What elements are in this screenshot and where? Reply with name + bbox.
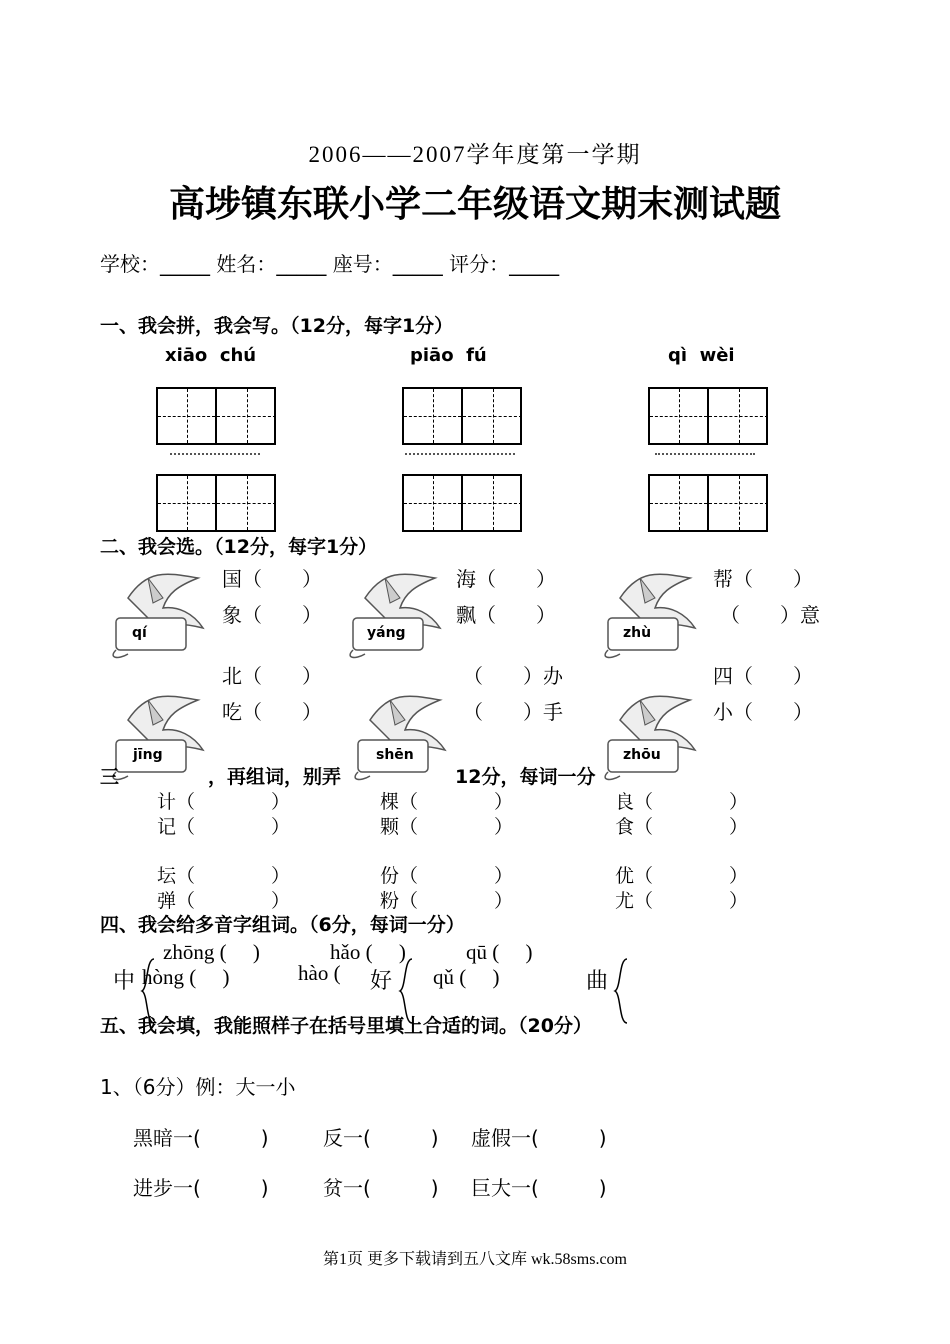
- section2-heading: 二、我会选。（12分，每字1分）: [100, 532, 377, 559]
- choice-item: （ ）办: [463, 664, 563, 688]
- bird-label: zhōu: [623, 747, 661, 763]
- reading-blank: hào (: [298, 961, 341, 985]
- hidden-pinyin-strokes: [655, 445, 755, 455]
- writing-grid[interactable]: [648, 387, 768, 445]
- word-item: 食（ ）: [615, 816, 749, 838]
- choice-item: 吃（ ）: [222, 700, 322, 724]
- antonym-item: 反一( ): [323, 1126, 439, 1150]
- writing-grid[interactable]: [156, 387, 276, 445]
- choice-item: 海（ ）: [456, 567, 556, 591]
- bird-scroll-icon: [600, 690, 700, 790]
- word-item: 份（ ）: [380, 865, 514, 887]
- polyphone-char: 好: [370, 968, 393, 993]
- word-item: 粉（ ）: [380, 890, 514, 912]
- hidden-pinyin-strokes: [170, 445, 260, 455]
- antonym-item: 黑暗一( ): [133, 1126, 269, 1150]
- hidden-pinyin-strokes: [405, 445, 515, 455]
- brace: [613, 958, 629, 1024]
- section4-heading: 四、我会给多音字组词。（6分，每词一分）: [100, 914, 465, 936]
- word-item: 尤（ ）: [615, 890, 749, 912]
- choice-item: 小（ ）: [713, 700, 813, 724]
- bird-scroll-icon: [345, 568, 445, 668]
- term-line: 2006——2007学年度第一学期: [308, 142, 642, 167]
- word-item: 棵（ ）: [380, 791, 514, 813]
- bird-label: jīng: [133, 747, 163, 763]
- page-title: 高埗镇东联小学二年级语文期末测试题: [168, 183, 781, 225]
- pinyin-3: qì wèi: [668, 345, 735, 366]
- choice-item: 帮（ ）: [713, 567, 813, 591]
- bird-label: zhù: [623, 625, 652, 641]
- word-item: 坛（ ）: [157, 865, 291, 887]
- pinyin-2: piāo fú: [410, 345, 487, 366]
- subquestion-1: 1、（6分）例：大一小: [100, 1075, 296, 1099]
- bird-label: qí: [132, 625, 147, 641]
- section3-heading-part: ，再组词，别弄: [208, 766, 342, 788]
- bird-scroll-icon: [350, 690, 450, 790]
- choice-item: 象（ ）: [222, 603, 322, 627]
- choice-item: （ ）手: [463, 700, 563, 724]
- section5-heading: 五、我会填，我能照样子在括号里填上合适的词。（20分）: [100, 1015, 592, 1037]
- bird-scroll-icon: [108, 690, 208, 790]
- polyphone-char: 曲: [586, 968, 609, 993]
- section3-heading-part: 12分，每词一分: [455, 766, 596, 788]
- reading-blank: qǔ ( ): [433, 965, 500, 989]
- choice-item: 四（ ）: [713, 664, 813, 688]
- section3-heading-part: 三: [100, 766, 120, 788]
- choice-item: （ ）意: [720, 603, 820, 627]
- choice-item: 北（ ）: [222, 664, 322, 688]
- word-item: 记（ ）: [157, 816, 291, 838]
- polyphone-char: 中: [113, 968, 136, 993]
- word-item: 良（ ）: [615, 791, 749, 813]
- info-fields: 学校：_____ 姓名：_____ 座号：_____ 评分：_____: [100, 252, 560, 276]
- choice-item: 飘（ ）: [456, 603, 556, 627]
- reading-blank: hǎo ( ): [330, 940, 406, 964]
- writing-grid[interactable]: [156, 474, 276, 532]
- bird-scroll-icon: [108, 568, 208, 668]
- choice-item: 国（ ）: [222, 567, 322, 591]
- antonym-item: 虚假一( ): [471, 1126, 607, 1150]
- pinyin-1: xiāo chú: [165, 345, 257, 366]
- reading-blank: zhōng ( ): [163, 940, 260, 964]
- word-item: 优（ ）: [615, 865, 749, 887]
- writing-grid[interactable]: [648, 474, 768, 532]
- bird-label: yáng: [367, 625, 406, 641]
- page-footer: 第1页 更多下载请到五八文库 wk.58sms.com: [322, 1251, 627, 1268]
- section1-heading: 一、我会拼，我会写。（12分，每字1分）: [100, 315, 454, 337]
- reading-blank: qū ( ): [466, 940, 533, 964]
- reading-blank: hòng ( ): [142, 965, 230, 989]
- writing-grid[interactable]: [402, 474, 522, 532]
- bird-scroll-icon: [600, 568, 700, 668]
- writing-grid[interactable]: [402, 387, 522, 445]
- word-item: 颗（ ）: [380, 816, 514, 838]
- word-item: 弹（ ）: [157, 890, 291, 912]
- antonym-item: 进步一( ): [133, 1176, 269, 1200]
- antonym-item: 贫一( ): [323, 1176, 439, 1200]
- bird-label: shēn: [376, 747, 414, 763]
- antonym-item: 巨大一( ): [471, 1176, 607, 1200]
- word-item: 计（ ）: [157, 791, 291, 813]
